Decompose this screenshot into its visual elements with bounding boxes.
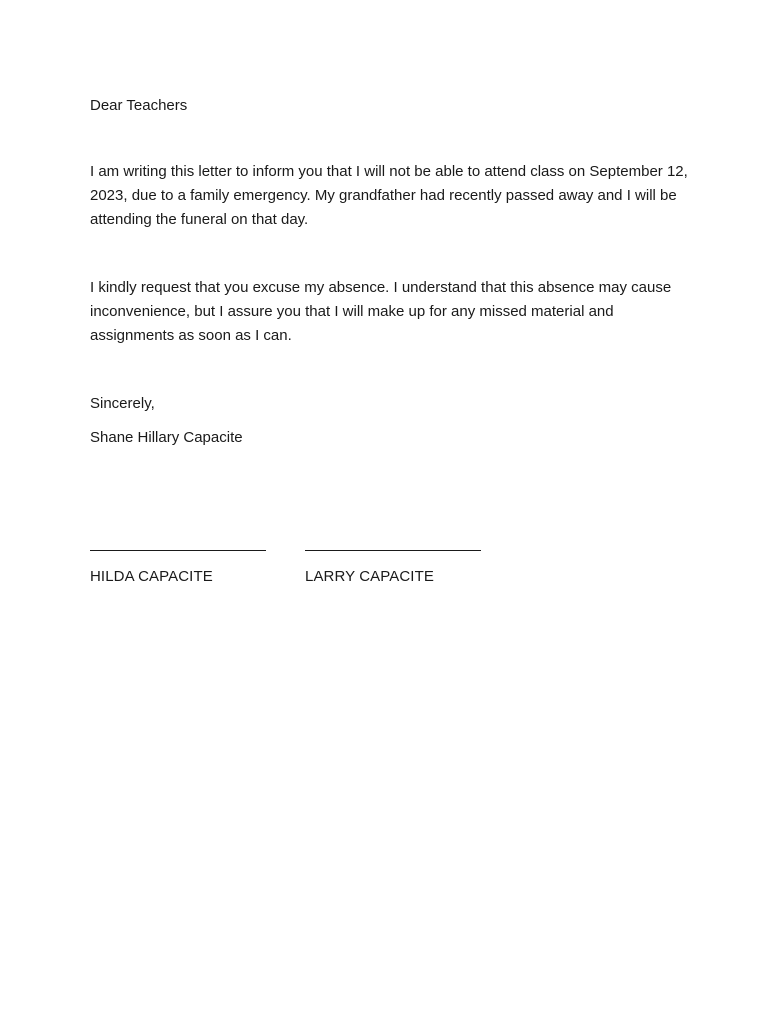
signatory-name: LARRY CAPACITE [305,568,434,585]
signature-line [90,536,266,551]
signature-1 [90,536,270,589]
closing: Sincerely, [90,395,155,412]
salutation: Dear Teachers [90,97,188,114]
sender-name: Shane Hillary Capacite [90,429,243,446]
signature-2 [305,536,485,589]
letter-body [90,94,690,450]
paragraph-1: I am writing this letter to inform you that I will not be able to attend class on September 12, 2023, due to a family emergency. My grandfather had recently passed away and I will be attending the funeral on that day. [90,163,688,228]
signatory-name: HILDA CAPACITE [90,568,213,585]
signature-line [305,536,481,551]
signature-block [90,536,690,596]
paragraph-2: I kindly request that you excuse my absence. I understand that this absence may cause inconvenience, but I assure you that I will make up for any missed material and assignments as soon as I can. [90,279,672,344]
